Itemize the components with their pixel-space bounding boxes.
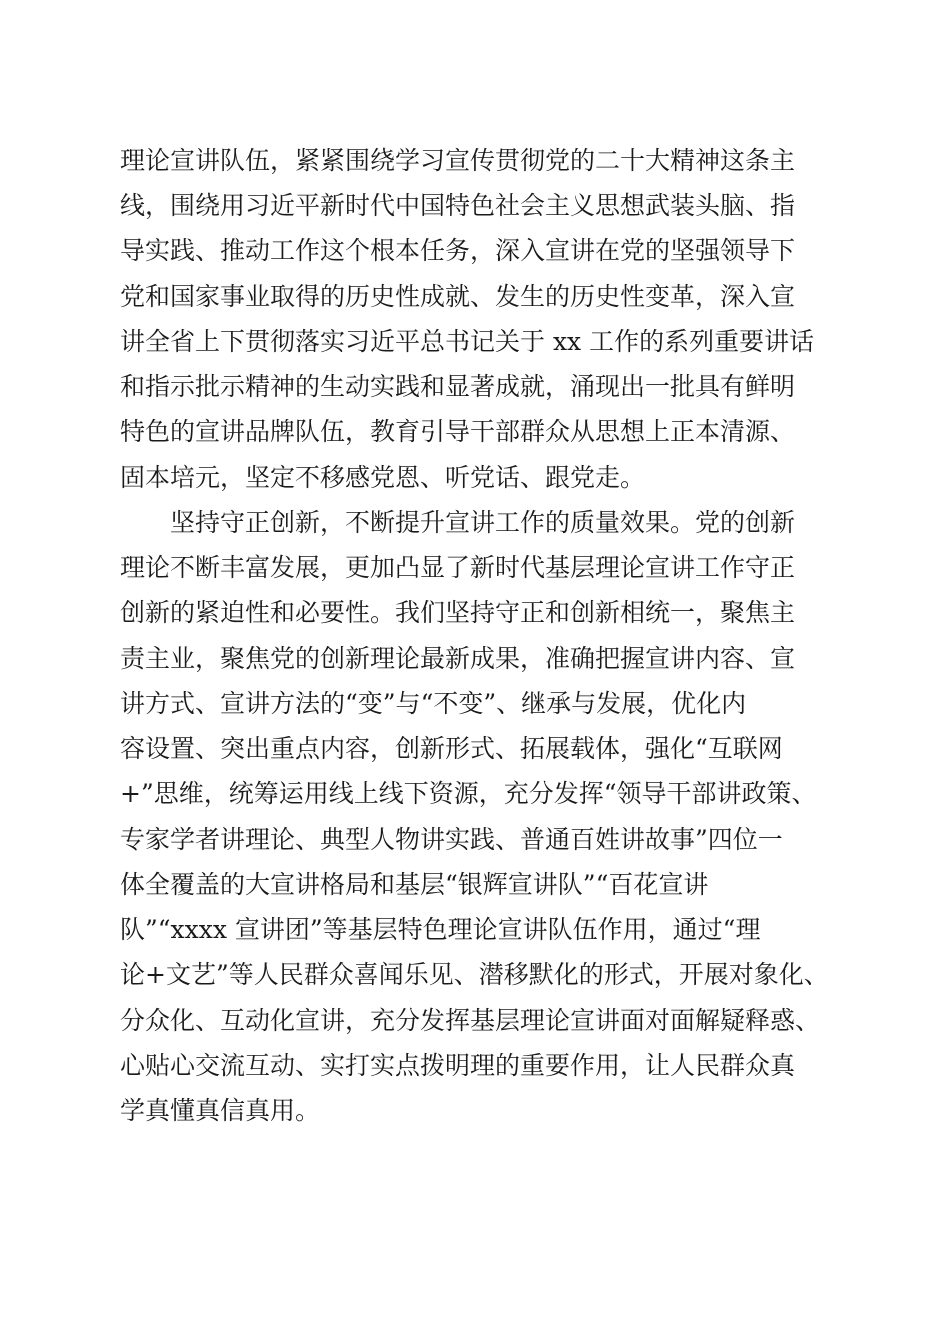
paragraph-2-line-6: 容设置、突出重点内容，创新形式、拓展载体，强化“互联网 [120, 734, 783, 763]
paragraph-2-line-4: 责主业，聚焦党的创新理论最新成果，准确把握宣讲内容、宣 [120, 644, 796, 673]
paragraph-2-line-5: 讲方式、宣讲方法的“变”与“不变”、继承与发展，优化内 [120, 689, 747, 718]
paragraph-2-line-2: 理论不断丰富发展，更加凸显了新时代基层理论宣讲工作守正 [120, 553, 796, 582]
paragraph-1-line-6: 和指示批示精神的生动实践和显著成就，涌现出一批具有鲜明 [120, 372, 796, 401]
paragraph-2-line-14: 学真懂真信真用。 [120, 1096, 321, 1125]
paragraph-2-line-10: 队”“xxxx 宣讲团”等基层特色理论宣讲队伍作用，通过“理 [120, 915, 761, 944]
paragraph-1-line-5: 讲全省上下贯彻落实习近平总书记关于 xx 工作的系列重要讲话 [120, 327, 815, 356]
paragraph-1-line-2: 线，围绕用习近平新时代中国特色社会主义思想武装头脑、指 [120, 191, 796, 220]
paragraph-2-line-3: 创新的紧迫性和必要性。我们坚持守正和创新相统一，聚焦主 [120, 598, 796, 627]
paragraph-2-line-13: 心贴心交流互动、实打实点拨明理的重要作用，让人民群众真 [120, 1051, 796, 1080]
paragraph-1-line-8: 固本培元，坚定不移感党恩、听党话、跟党走。 [120, 463, 646, 492]
paragraph-1-line-3: 导实践、推动工作这个根本任务，深入宣讲在党的坚强领导下 [120, 236, 796, 265]
paragraph-2-line-7: +”思维，统筹运用线上线下资源，充分发挥“领导干部讲政策、 [120, 779, 817, 808]
paragraph-2-line-11: 论+文艺”等人民群众喜闻乐见、潜移默化的形式，开展对象化、 [120, 960, 829, 989]
paragraph-1-line-1: 理论宣讲队伍，紧紧围绕学习宣传贯彻党的二十大精神这条主 [120, 146, 796, 175]
paragraph-1-line-4: 党和国家事业取得的历史性成就、发生的历史性变革，深入宣 [120, 282, 796, 311]
paragraph-2-line-8: 专家学者讲理论、典型人物讲实践、普通百姓讲故事”四位一 [120, 825, 783, 854]
paragraph-2-line-1: 坚持守正创新，不断提升宣讲工作的质量效果。党的创新 [170, 508, 796, 537]
paragraph-2-line-12: 分众化、互动化宣讲，充分发挥基层理论宣讲面对面解疑释惑、 [120, 1006, 821, 1035]
paragraph-2-line-9: 体全覆盖的大宣讲格局和基层“银辉宣讲队”“百花宣讲 [120, 870, 709, 899]
paragraph-1-line-7: 特色的宣讲品牌队伍，教育引导干部群众从思想上正本清源、 [120, 417, 796, 446]
